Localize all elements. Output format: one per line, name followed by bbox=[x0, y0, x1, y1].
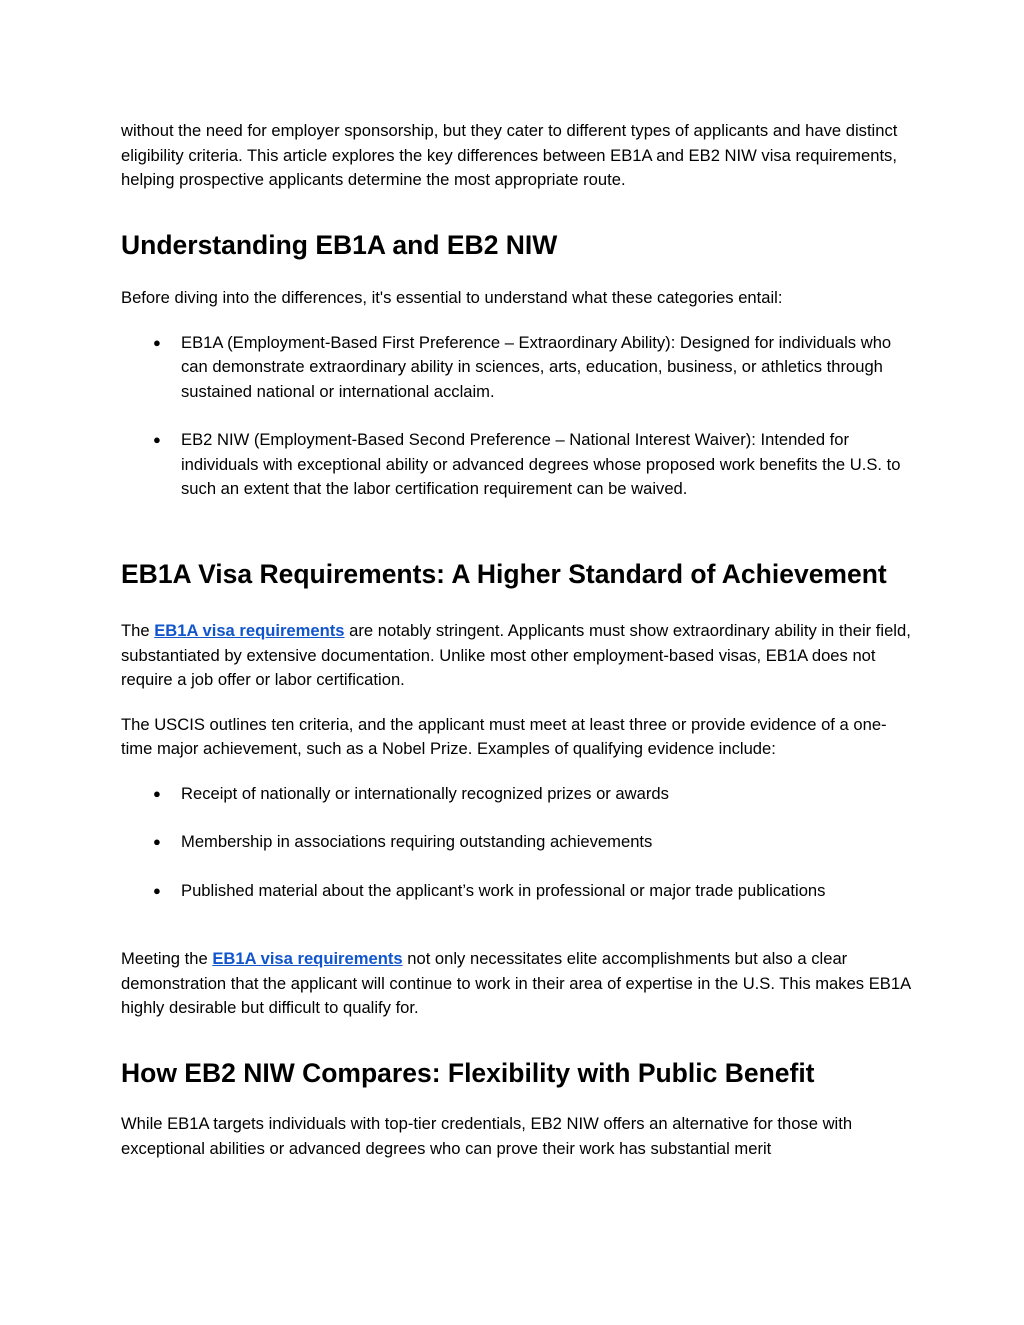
list-item bbox=[121, 782, 911, 807]
bullet-icon: ● bbox=[153, 785, 161, 801]
eb1a-requirements-link[interactable]: EB1A visa requirements bbox=[154, 621, 345, 640]
section-heading-understanding: Understanding EB1A and EB2 NIW bbox=[121, 229, 558, 260]
bullet-icon: ● bbox=[153, 834, 161, 849]
bullet-icon: ● bbox=[153, 334, 161, 350]
eb1a-intro-paragraph bbox=[121, 619, 911, 693]
text-fragment: The bbox=[121, 621, 155, 640]
eb1a-requirements-link[interactable]: EB1A visa requirements bbox=[212, 949, 403, 968]
meeting-requirements-paragraph bbox=[121, 947, 911, 1021]
section-heading-eb1a-requirements: EB1A Visa Requirements: A Higher Standard of Achievement bbox=[121, 558, 887, 589]
text-fragment: Meeting the bbox=[121, 949, 213, 968]
list-item-text: Receipt of nationally or internationally recognized prizes or awards bbox=[181, 783, 669, 803]
section1-lead-paragraph: Before diving into the differences, it's essential to understand what these categories entail: bbox=[121, 288, 783, 307]
document-page bbox=[121, 119, 911, 1161]
evidence-bullet-list bbox=[121, 782, 911, 904]
section-heading-eb2-niw-compares: How EB2 NIW Compares: Flexibility with Public Benefit bbox=[121, 1057, 815, 1088]
intro-paragraph: without the need for employer sponsorship, but they cater to different types of applicants and have distinct eligibility criteria. This article explores the key differences between EB1A and EB2 NIW visa requirements, helping prospective applicants determine the most appropriate route. bbox=[121, 121, 898, 189]
bullet-icon: ● bbox=[153, 882, 161, 898]
bullet-icon: ● bbox=[153, 432, 161, 447]
eb2-niw-paragraph: While EB1A targets individuals with top-tier credentials, EB2 NIW offers an alternative for those with exceptional abilities or advanced degrees who can prove their work has substantial merit bbox=[121, 1114, 853, 1158]
list-item bbox=[121, 879, 911, 904]
text-fragment: are notably stringent. Applicants must show extraordinary ability in their field, substantiated by extensive documentation. Unlike most other employment-based visas, EB1A does not require a job offer or labor certification. bbox=[121, 621, 911, 689]
list-item-text: EB2 NIW (Employment-Based Second Preference – National Interest Waiver): Intended for individuals with exceptional ability or advanced degrees whose proposed work benefits the U.S. to such an extent that the labor certification requirement can be waived. bbox=[181, 430, 901, 498]
section1-bullet-list bbox=[121, 331, 911, 502]
uscis-criteria-paragraph: The USCIS outlines ten criteria, and the applicant must meet at least three or provide evidence of a one-time major achievement, such as a Nobel Prize. Examples of qualifying evidence include: bbox=[121, 714, 887, 758]
list-item-text: Membership in associations requiring outstanding achievements bbox=[181, 832, 653, 851]
list-item-text: Published material about the applicant’s work in professional or major trade publications bbox=[181, 880, 826, 900]
text-fragment: not only necessitates elite accomplishments but also a clear demonstration that the applicant will continue to work in their area of expertise in the U.S. This makes EB1A highly desirable but difficult to qualify for. bbox=[121, 949, 911, 1017]
list-item bbox=[121, 331, 911, 405]
list-item bbox=[121, 830, 911, 855]
list-item bbox=[121, 428, 911, 502]
list-item-text: EB1A (Employment-Based First Preference – Extraordinary Ability): Designed for individuals who can demonstrate extraordinary ability in sciences, arts, education, business, or athletics through sustained national or international acclaim. bbox=[181, 332, 892, 401]
